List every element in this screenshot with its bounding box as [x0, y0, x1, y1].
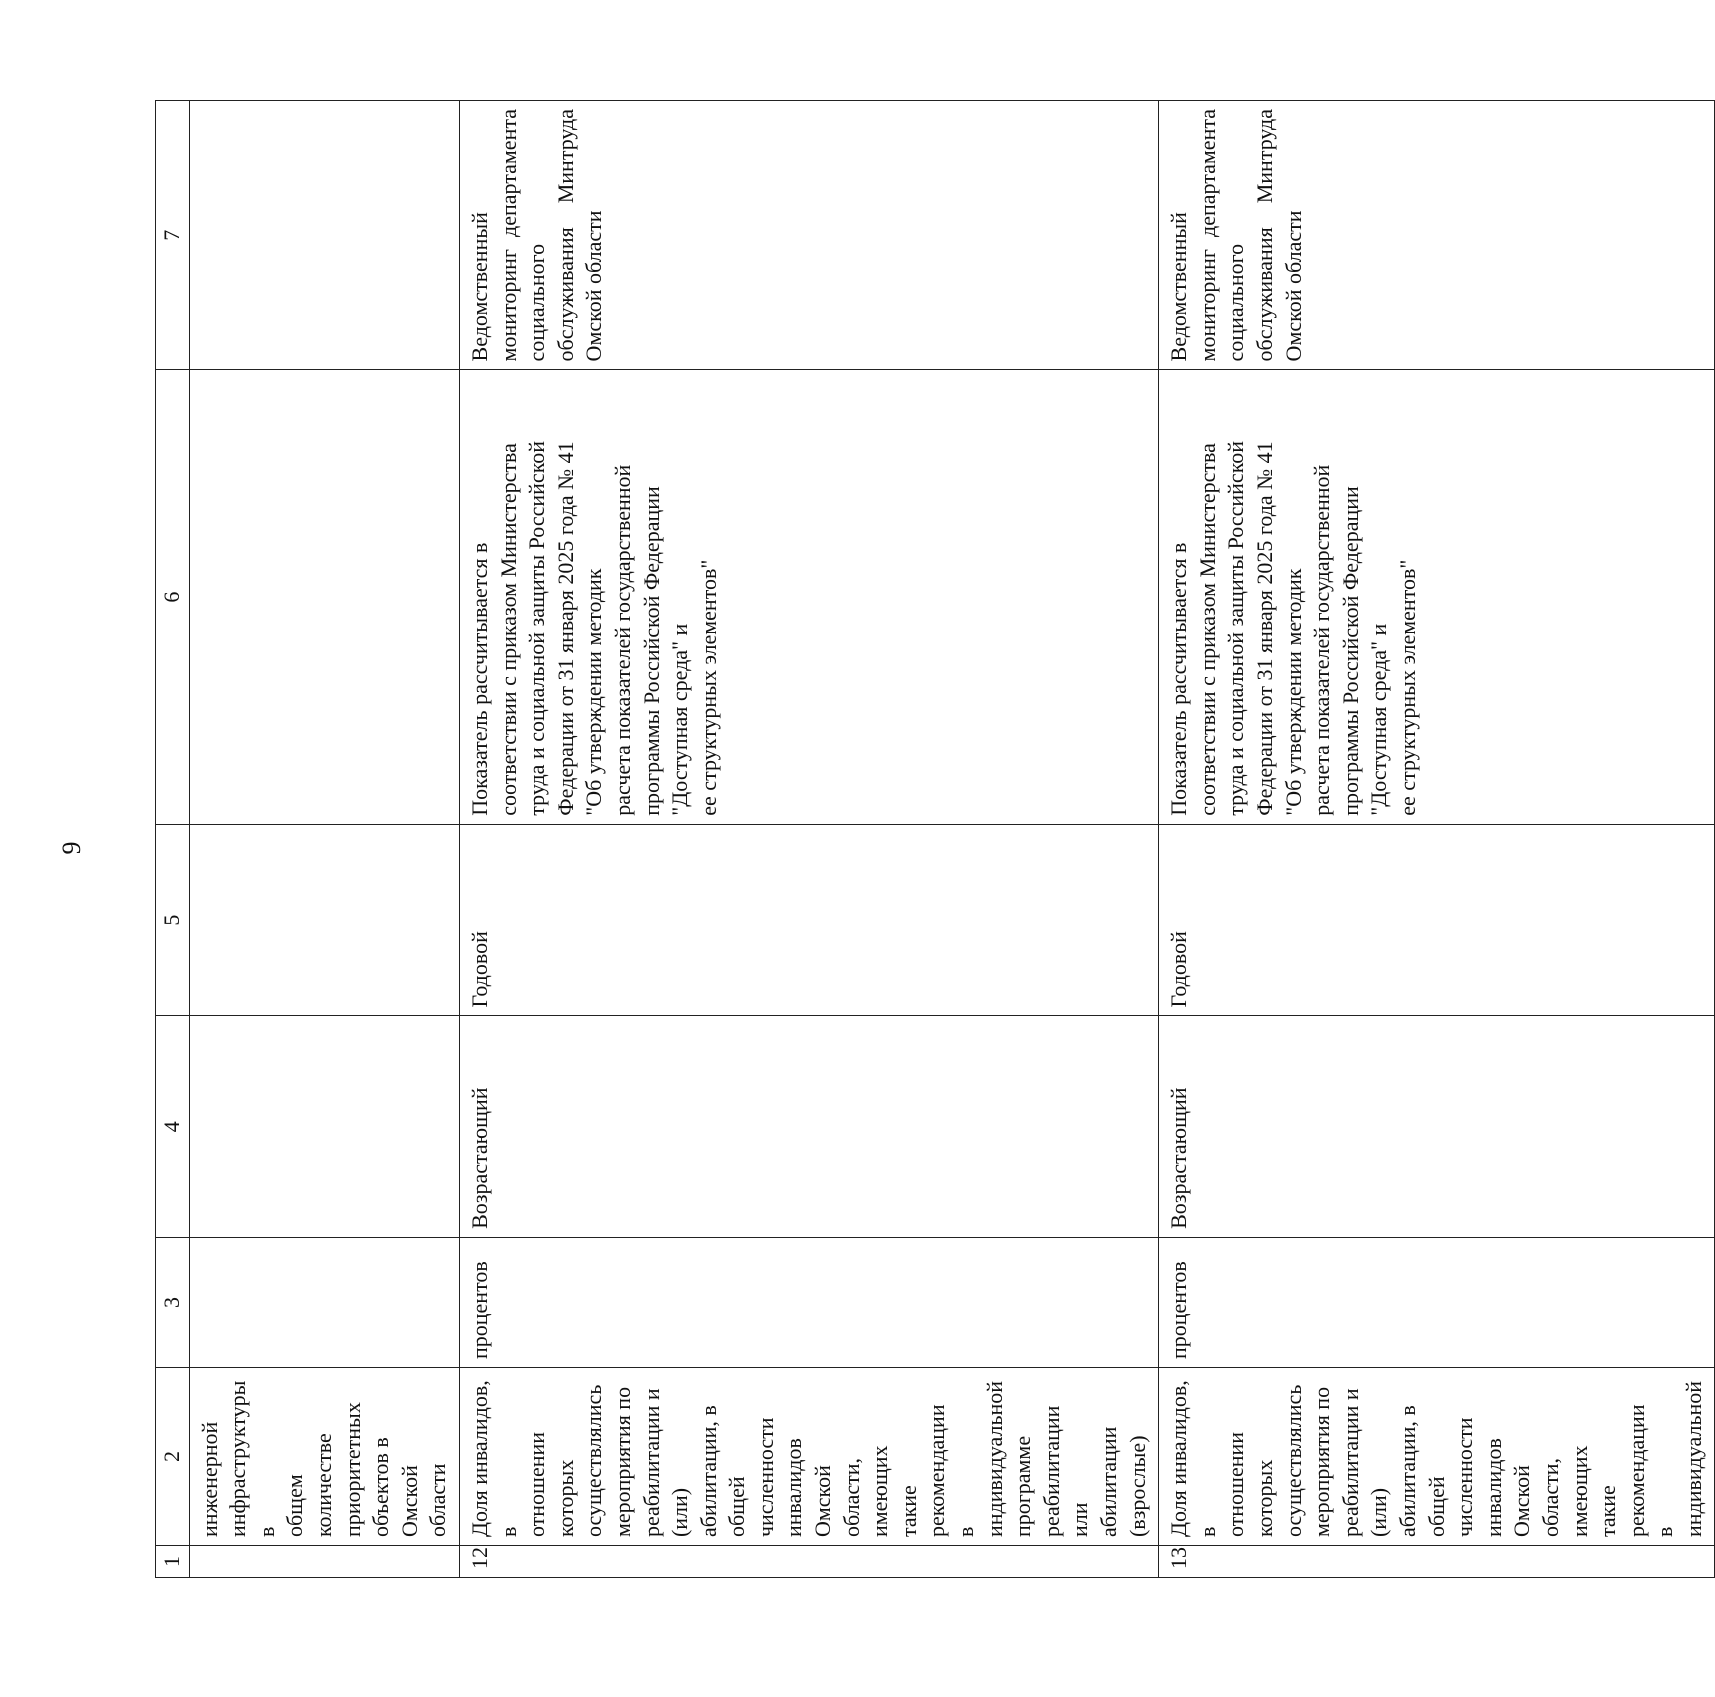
- row-number-cell: [189, 1546, 459, 1578]
- period-cell: [189, 824, 459, 1016]
- table-header-row: [156, 101, 190, 1578]
- method-cell: Показатель рассчитывается в соответствии с приказом Министерства труда и социальной защиты Российской Федерации от 31 января 2025 года № 41 "Об утверждении методик расчета показателей государственной программы Российской Федерации "Доступная среда" и ее структурных элементов": [459, 370, 1158, 824]
- header-cell: 5: [156, 824, 190, 1016]
- trend-cell: Возрастающий: [459, 1016, 1158, 1237]
- method-cell: Показатель рассчитывается в соответствии с приказом Министерства труда и социальной защиты Российской Федерации от 31 января 2025 года № 41 "Об утверждении методик расчета показателей государственной программы Российской Федерации "Доступная среда" и ее структурных элементов": [1159, 370, 1715, 824]
- indicators-table: [155, 100, 1715, 1578]
- indicator-name-cell: Доля инвалидов, в отношении которых осуществлялись мероприятия по реабилитации и (или) абилитации, в общей численности инвалидов Омской области, имеющих такие рекомендации в индивидуальной программе реабилитации или абилитации (взрослые): [459, 1368, 1158, 1546]
- header-cell: 4: [156, 1016, 190, 1237]
- source-cell: [189, 101, 459, 370]
- indicator-name-cell: Доля инвалидов, в отношении которых осуществлялись мероприятия по реабилитации и (или) абилитации, в общей численности инвалидов Омской области, имеющих такие рекомендации в индивидуальной: [1159, 1368, 1715, 1546]
- table-row: [189, 101, 459, 1578]
- period-cell: Годовой: [459, 824, 1158, 1016]
- header-cell: 6: [156, 370, 190, 824]
- unit-cell: процентов: [1159, 1237, 1715, 1367]
- period-cell: Годовой: [1159, 824, 1715, 1016]
- trend-cell: Возрастающий: [1159, 1016, 1715, 1237]
- unit-cell: [189, 1237, 459, 1367]
- source-cell: Ведомственный мониторинг департамента социального обслуживания Минтруда Омской области: [1159, 101, 1715, 370]
- table-row: [459, 101, 1158, 1578]
- unit-cell: процентов: [459, 1237, 1158, 1367]
- row-number-cell: 13: [1159, 1546, 1715, 1578]
- indicator-name-cell: инженерной инфраструктуры в общем количестве приоритетных объектов в Омской области: [189, 1368, 459, 1546]
- row-number-cell: 12: [459, 1546, 1158, 1578]
- trend-cell: [189, 1016, 459, 1237]
- rotated-table-container: [155, 100, 1706, 1578]
- page-number: 9: [57, 841, 86, 855]
- header-cell: 7: [156, 101, 190, 370]
- header-cell: 2: [156, 1368, 190, 1546]
- source-cell: Ведомственный мониторинг департамента социального обслуживания Минтруда Омской области: [459, 101, 1158, 370]
- header-cell: 3: [156, 1237, 190, 1367]
- header-cell: 1: [156, 1546, 190, 1578]
- table-row: [1159, 101, 1715, 1578]
- method-cell: [189, 370, 459, 824]
